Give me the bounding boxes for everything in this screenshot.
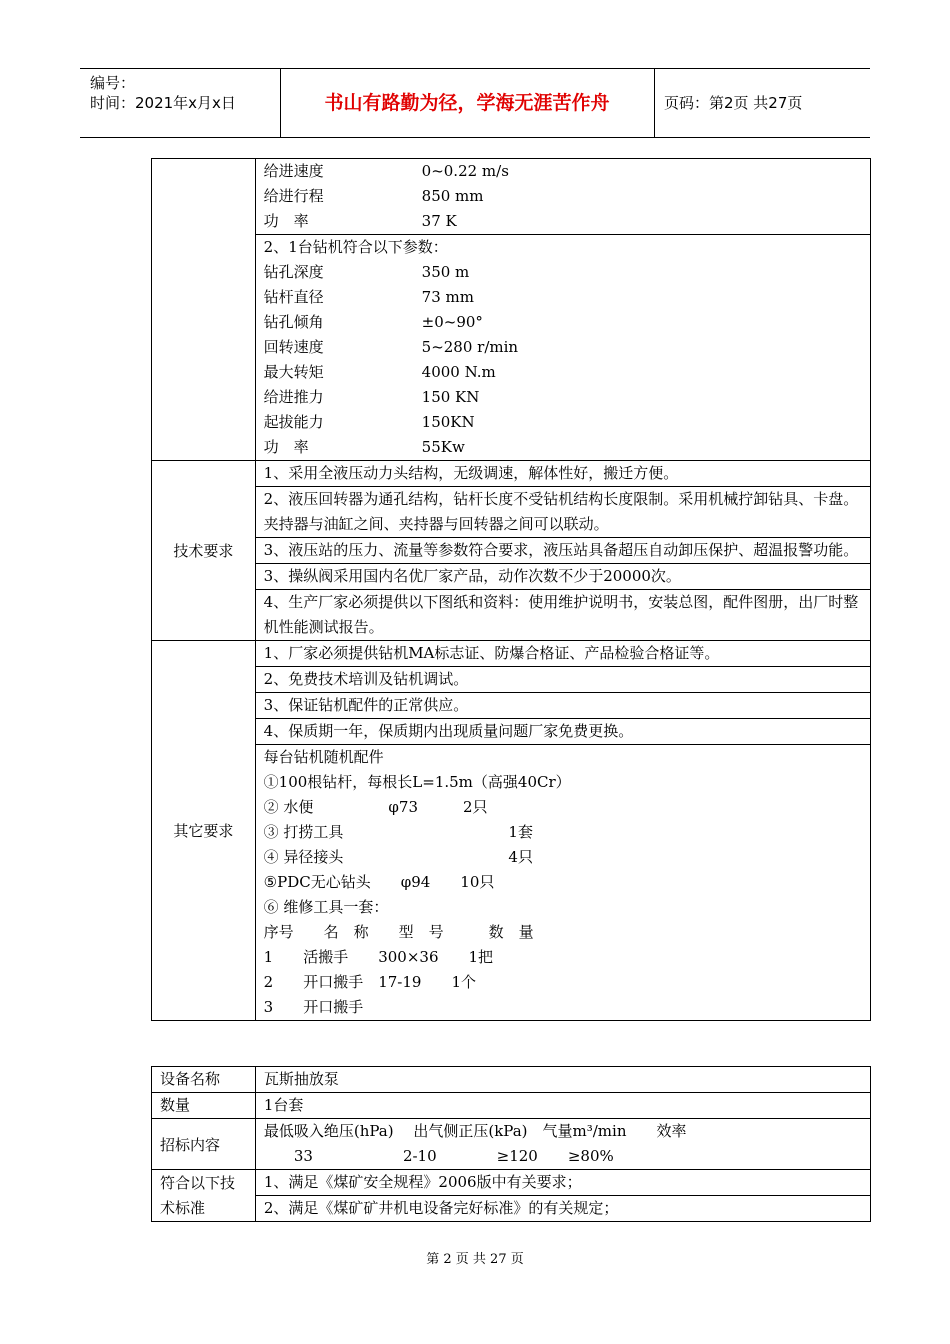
table-row: [152, 461, 871, 487]
list-item: 1 活搬手 300×36 1把: [263, 948, 494, 966]
table-row: [152, 590, 871, 641]
table-row: [152, 719, 871, 745]
tech-label: 技术要求: [152, 461, 256, 641]
std-label: 符合以下技术标准: [152, 1170, 256, 1222]
table-row: [152, 745, 871, 1021]
list-item: 钻杆直径 73 mm: [263, 288, 474, 306]
table-row: [152, 564, 871, 590]
drill-title: 2、1台钻机符合以下参数：: [263, 238, 448, 256]
list-item: 每台钻机随机配件: [263, 748, 384, 766]
list-item: 功 率 37 K: [263, 212, 457, 230]
table-row: [152, 235, 871, 461]
other-item: 3、保证钻机配件的正常供应。: [255, 693, 870, 719]
std-item: 2、满足《煤矿矿井机电设备完好标准》的有关规定；: [255, 1196, 870, 1222]
table-row: [152, 641, 871, 667]
header-motto: 书山有路勤为径，学海无涯苦作舟: [324, 92, 610, 114]
page-header: [80, 68, 870, 138]
list-item: 功 率 55Kw: [263, 438, 465, 456]
device-name-label: 设备名称: [152, 1067, 256, 1093]
tech-item: 3、液压站的压力、流量等参数符合要求，液压站具备超压自动卸压保护、超温报警功能。: [255, 538, 870, 564]
table-row: [152, 1093, 871, 1119]
list-item: 钻孔深度 350 m: [263, 263, 470, 281]
number-label: 编号：: [90, 74, 136, 92]
tech-item: 1、采用全液压动力头结构，无级调速，解体性好，搬迁方便。: [255, 461, 870, 487]
tech-item: 3、操纵阀采用国内名优厂家产品，动作次数不少于20000次。: [255, 564, 870, 590]
quantity-label: 数量: [152, 1093, 256, 1119]
header-divider: [654, 69, 655, 137]
quantity-value: 1台套: [255, 1093, 870, 1119]
drill-params-cell: [255, 235, 870, 461]
table-row: [152, 1170, 871, 1196]
list-item: ② 水便 φ73 2只: [263, 798, 488, 816]
list-item: ①100根钻杆，每根长L=1.5m（高强40Cr）: [263, 773, 571, 791]
table-row: [152, 1119, 871, 1170]
table-row: [152, 693, 871, 719]
other-label: 其它要求: [152, 641, 256, 1021]
list-item: ③ 打捞工具 1套: [263, 823, 533, 841]
other-item: 2、免费技术培训及钻机调试。: [255, 667, 870, 693]
params-cell: [255, 159, 870, 235]
bid-label: 招标内容: [152, 1119, 256, 1170]
list-item: 给进行程 850 mm: [263, 187, 484, 205]
list-item: 给进推力 150 KN: [263, 388, 480, 406]
table-row: [152, 667, 871, 693]
header-meta: [80, 69, 280, 137]
accessories-cell: [255, 745, 870, 1021]
table-row: [152, 159, 871, 235]
list-item: ⑤PDC无心钻头 φ94 10只: [263, 873, 495, 891]
bid-content: 最低吸入绝压(hPa) 出气侧正压(kPa) 气量m³/min 效率 33 2-10 ≥120 ≥80%: [255, 1119, 870, 1170]
date-label: 时间：2021年x月x日: [90, 94, 236, 112]
page-info: 页码：第2页 共27页: [664, 94, 803, 112]
list-item: 最大转矩 4000 N.m: [263, 363, 496, 381]
list-item: 2 开口搬手 17-19 1个: [263, 973, 476, 991]
tech-item: 4、生产厂家必须提供以下图纸和资料：使用维护说明书，安装总图，配件图册，出厂时整机性能测试报告。: [255, 590, 870, 641]
list-item: 钻孔倾角 ±0~90°: [263, 313, 483, 331]
empty-label-cell: [152, 159, 256, 461]
tech-item: 2、液压回转器为通孔结构，钻杆长度不受钻机结构长度限制。采用机械拧卸钻具、卡盘。夹持器与油缸之间、夹持器与回转器之间可以联动。: [255, 487, 870, 538]
list-item: ⑥ 维修工具一套：: [263, 898, 389, 916]
list-item: ④ 异径接头 4只: [263, 848, 533, 866]
table-row: [152, 487, 871, 538]
device-name-value: 瓦斯抽放泵: [255, 1067, 870, 1093]
pump-table: [151, 1066, 871, 1222]
std-item: 1、满足《煤矿安全规程》2006版中有关要求；: [255, 1170, 870, 1196]
table-row: [152, 538, 871, 564]
list-item: 3 开口搬手: [263, 998, 364, 1016]
list-item: 给进速度 0~0.22 m/s: [263, 162, 509, 180]
other-item: 1、厂家必须提供钻机MA标志证、防爆合格证、产品检验合格证等。: [255, 641, 870, 667]
list-item: 起拔能力 150KN: [263, 413, 475, 431]
spec-table: [151, 158, 871, 1021]
list-item: 回转速度 5~280 r/min: [263, 338, 519, 356]
table-row: [152, 1196, 871, 1222]
other-item: 4、保质期一年，保质期内出现质量问题厂家免费更换。: [255, 719, 870, 745]
list-item: 序号 名 称 型 号 数 量: [263, 923, 534, 941]
page-footer: 第 2 页 共 27 页: [426, 1252, 524, 1267]
table-row: [152, 1067, 871, 1093]
